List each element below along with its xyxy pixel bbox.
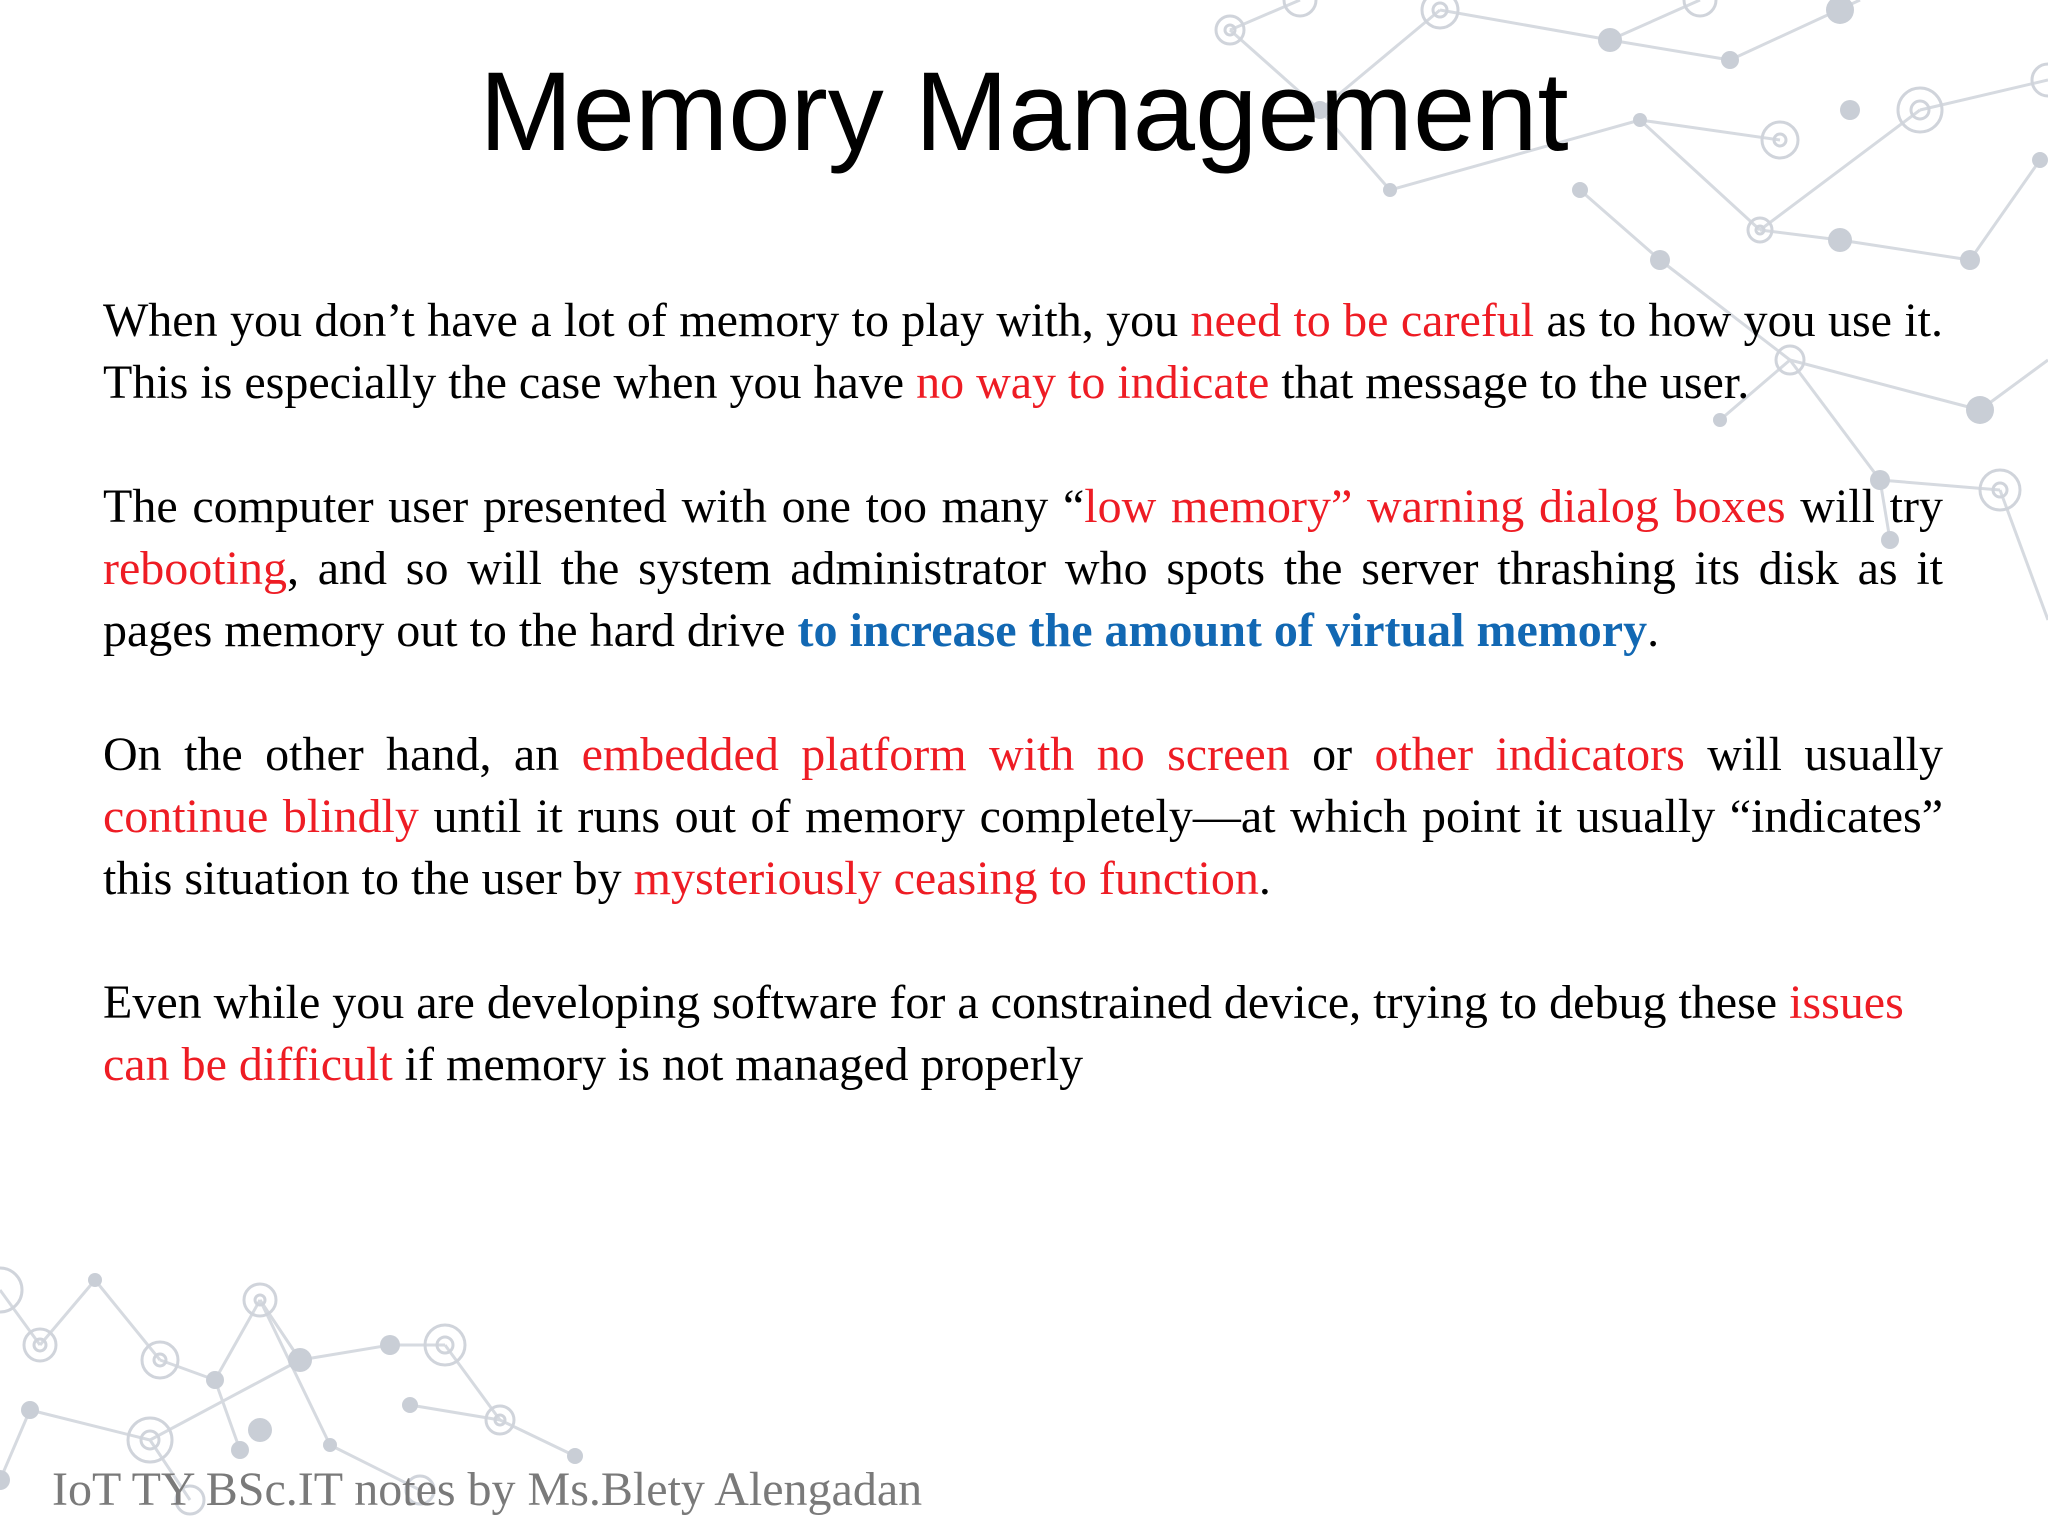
p2-text-3: , and so will the system administrator who spots the server thrashing its disk as it pages memory out to the hard drive	[103, 542, 1943, 657]
p1-highlight-1: need to be careful	[1190, 294, 1535, 347]
p4-highlight-1: issues can be difficult	[103, 976, 1904, 1091]
p1-text-1: When you don’t have a lot of memory to play with, you	[103, 294, 1191, 347]
paragraph-4	[103, 972, 1943, 1096]
p1-text-3: that message to the user.	[1269, 356, 1750, 409]
paragraph-2	[103, 476, 1943, 662]
p2-highlight-blue: to increase the amount of virtual memory	[797, 604, 1648, 657]
p3-text-4: until it runs out of memory completely—at which point it usually “indicates” this situation to the user by	[103, 790, 1943, 905]
p3-text-3: will usually	[1684, 728, 1944, 781]
paragraph-3	[103, 724, 1943, 910]
paragraph-1	[103, 290, 1943, 414]
p3-highlight-2: other indicators	[1374, 728, 1685, 781]
p2-highlight-1: low memory” warning dialog boxes	[1084, 480, 1786, 533]
p4-text-1: Even while you are developing software for a constrained device, trying to debug these	[103, 976, 1790, 1029]
slide-title: Memory Management	[479, 49, 1569, 174]
p2-highlight-2: rebooting	[103, 542, 287, 595]
p2-text-1: The computer user presented with one too many “	[103, 480, 1085, 533]
p3-text-5: .	[1258, 852, 1271, 905]
p1-highlight-2: no way to indicate	[916, 356, 1270, 409]
p3-text-1: On the other hand, an	[103, 728, 582, 781]
p3-highlight-3: continue blindly	[103, 790, 419, 843]
p1-text-2: as to how you use it. This is especially the case when you have	[103, 294, 1944, 409]
p2-text-2: will try	[1785, 480, 1943, 533]
p3-highlight-1: embedded platform with no screen	[581, 728, 1290, 781]
p3-highlight-4: mysteriously ceasing to function	[633, 852, 1259, 905]
slide-body	[103, 290, 1943, 1158]
footer-credit: IoT TY BSc.IT notes by Ms.Blety Alengadan	[52, 1463, 923, 1516]
p4-text-2: if memory is not managed properly	[392, 1038, 1084, 1091]
p2-text-4: .	[1647, 604, 1660, 657]
p3-text-2: or	[1289, 728, 1375, 781]
